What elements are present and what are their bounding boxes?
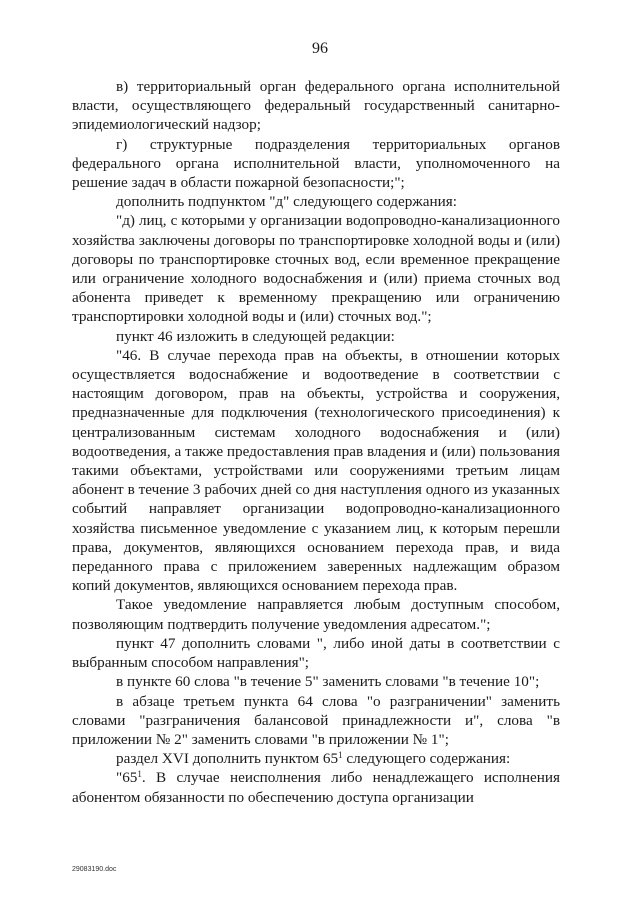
- paragraph: "46. В случае перехода прав на объекты, в отношении которых осуществляется водоснабжение и водоотведение в соответствии с настоящим договором, прав на объекты, устройства и сооружения, предназначенные для подключения (технологического присоединения) к централизованным системам холодного водоснабжения и (или) водоотведения, а также предоставления прав владения и (или) пользования такими объектами, устройствами или сооружениями третьим лицам абонент в течение 3 рабочих дней со дня наступления одного из указанных событий направляет организации водопроводно-канализационного хозяйства письменное уведомление с указанием лиц, к которым перешли права, документов, являющихся основанием перехода прав, и вида переданного права с приложением заверенных надлежащим образом копий документов, являющихся основанием перехода прав.: [72, 346, 560, 595]
- paragraph-text: раздел XVI дополнить пунктом 65: [116, 750, 339, 768]
- paragraph: пункт 46 изложить в следующей редакции:: [116, 327, 395, 345]
- document-filename: 29083190.doc: [72, 866, 117, 873]
- page-number: 96: [312, 40, 328, 57]
- paragraph: в) территориальный орган федерального органа исполнительной власти, осуществляющего федеральный государственный санитарно-эпидемиологический надзор;: [72, 78, 560, 134]
- paragraph: "д) лиц, с которыми у организации водопроводно-канализационного хозяйства заключены договоры по транспортировке холодной воды и (или) договоры по транспортировке сточных вод, если временное прекращение или ограничение холодного водоснабжения и (или) приема сточных вод абонента приведет к временному прекращению или ограничению транспортировки холодной воды и (или) сточных вод.";: [72, 212, 560, 326]
- paragraph: [72, 768, 560, 806]
- paragraph: г) структурные подразделения территориальных органов федерального органа исполнительной власти, уполномоченного на решение задач в области пожарной безопасности;";: [72, 135, 560, 192]
- paragraph: в пункте 60 слова "в течение 5" заменить словами "в течение 10";: [116, 673, 540, 691]
- paragraph: Такое уведомление направляется любым доступным способом, позволяющим подтвердить получение уведомления адресатом.";: [72, 596, 560, 633]
- paragraph-text: "65: [116, 769, 138, 787]
- superscript: 1: [137, 769, 142, 780]
- paragraph: в абзаце третьем пункта 64 слова "о разграничении" заменить словами "разграничения балансовой принадлежности и", слова "в приложении № 2" заменить словами "в приложении № 1";: [72, 692, 560, 748]
- paragraph-text: следующего содержания:: [342, 750, 511, 768]
- superscript: 1: [338, 750, 343, 761]
- paragraph: дополнить подпунктом "д" следующего содержания:: [116, 193, 458, 211]
- paragraph: [72, 749, 560, 768]
- paragraph: пункт 47 дополнить словами ", либо иной даты в соответствии с выбранным способом направления";: [72, 634, 560, 672]
- paragraph-text: . В случае неисполнения либо ненадлежащего исполнения абонентом обязанности по обеспечению доступа организации: [72, 769, 560, 806]
- document-body: [72, 77, 560, 807]
